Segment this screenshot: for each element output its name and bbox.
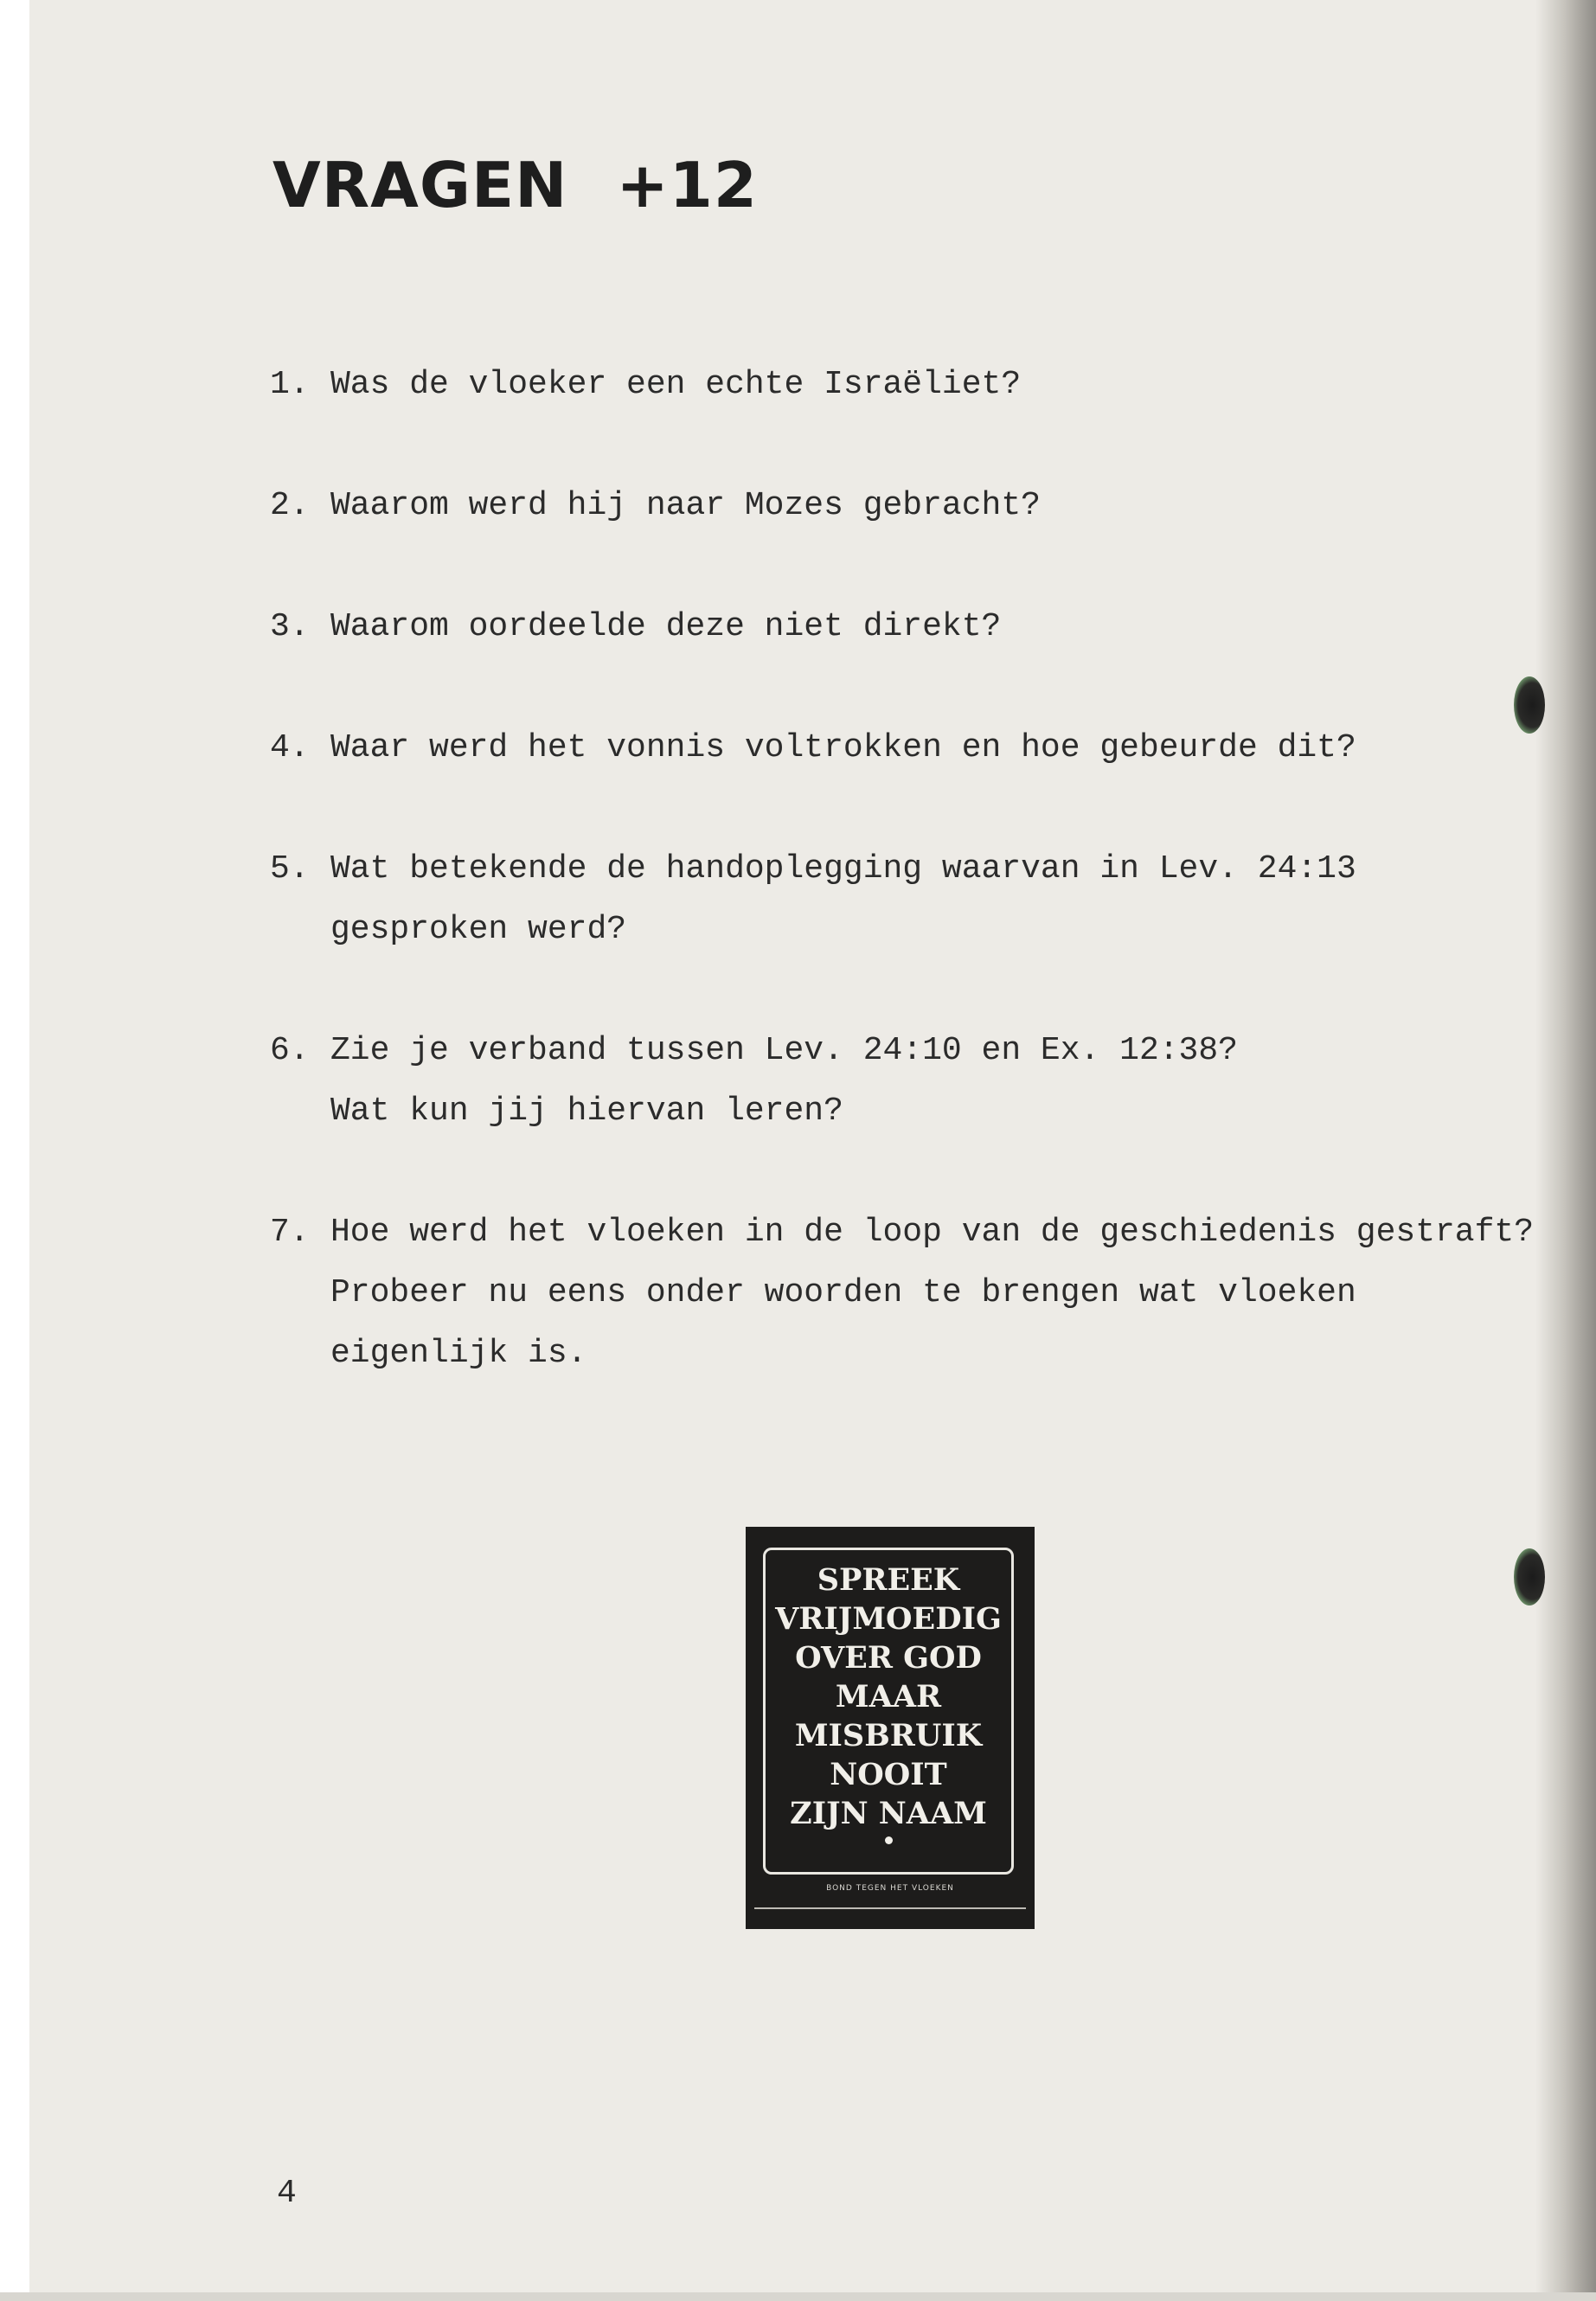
poster-text-line: MISBRUIK bbox=[794, 1718, 983, 1753]
poster-footer: BOND TEGEN HET VLOEKEN bbox=[826, 1884, 954, 1893]
question-item bbox=[270, 597, 1550, 657]
poster-text-line: MAAR bbox=[835, 1679, 942, 1715]
poster-image bbox=[746, 1527, 1035, 1929]
question-text: Wat betekende de handoplegging waarvan in Lev. 24:13 bbox=[330, 850, 1356, 888]
question-item bbox=[270, 1021, 1550, 1142]
scan-bottom-margin bbox=[0, 2292, 1596, 2301]
page-title bbox=[272, 149, 758, 221]
question-number: 1. bbox=[270, 366, 310, 403]
question-text: Waarom werd hij naar Mozes gebracht? bbox=[330, 487, 1041, 524]
question-number: 2. bbox=[270, 487, 310, 524]
question-item bbox=[270, 839, 1550, 960]
poster-frame bbox=[763, 1548, 1014, 1875]
question-text: gesproken werd? bbox=[330, 911, 627, 948]
question-item bbox=[270, 476, 1550, 536]
question-text: Hoe werd het vloeken in de loop van de geschiedenis gestraft? bbox=[330, 1214, 1535, 1251]
poster-text-line: NOOIT bbox=[830, 1757, 947, 1792]
poster-text-line: OVER GOD bbox=[795, 1640, 982, 1676]
poster-divider bbox=[754, 1907, 1026, 1909]
poster-text-line: SPREEK bbox=[817, 1562, 960, 1598]
poster-text-line: ZIJN NAAM bbox=[790, 1796, 987, 1831]
title-text: VRAGEN bbox=[272, 149, 568, 221]
question-text: Waar werd het vonnis voltrokken en hoe gebeurde dit? bbox=[330, 729, 1356, 766]
page-number: 4 bbox=[277, 2175, 297, 2212]
question-text: Waarom oordeelde deze niet direkt? bbox=[330, 608, 1002, 645]
bullet-dot-icon bbox=[885, 1836, 893, 1844]
question-text: Wat kun jij hiervan leren? bbox=[330, 1093, 843, 1130]
question-item bbox=[270, 1202, 1550, 1384]
question-text: Probeer nu eens onder woorden te brengen wat vloeken bbox=[330, 1274, 1356, 1311]
title-number: +12 bbox=[616, 149, 758, 221]
question-number: 6. bbox=[270, 1032, 310, 1069]
question-number: 5. bbox=[270, 850, 310, 888]
question-number: 7. bbox=[270, 1214, 310, 1251]
punch-hole bbox=[1514, 1548, 1545, 1606]
question-text: Zie je verband tussen Lev. 24:10 en Ex. 12:38? bbox=[330, 1032, 1238, 1069]
question-number: 4. bbox=[270, 729, 310, 766]
question-text: Was de vloeker een echte Israëliet? bbox=[330, 366, 1022, 403]
question-text: eigenlijk is. bbox=[330, 1335, 587, 1372]
question-number: 3. bbox=[270, 608, 310, 645]
question-item bbox=[270, 718, 1550, 779]
poster-text-line: VRIJMOEDIG bbox=[775, 1601, 1002, 1637]
scan-left-margin bbox=[0, 0, 29, 2301]
question-list bbox=[270, 355, 1550, 1445]
question-item bbox=[270, 355, 1550, 415]
